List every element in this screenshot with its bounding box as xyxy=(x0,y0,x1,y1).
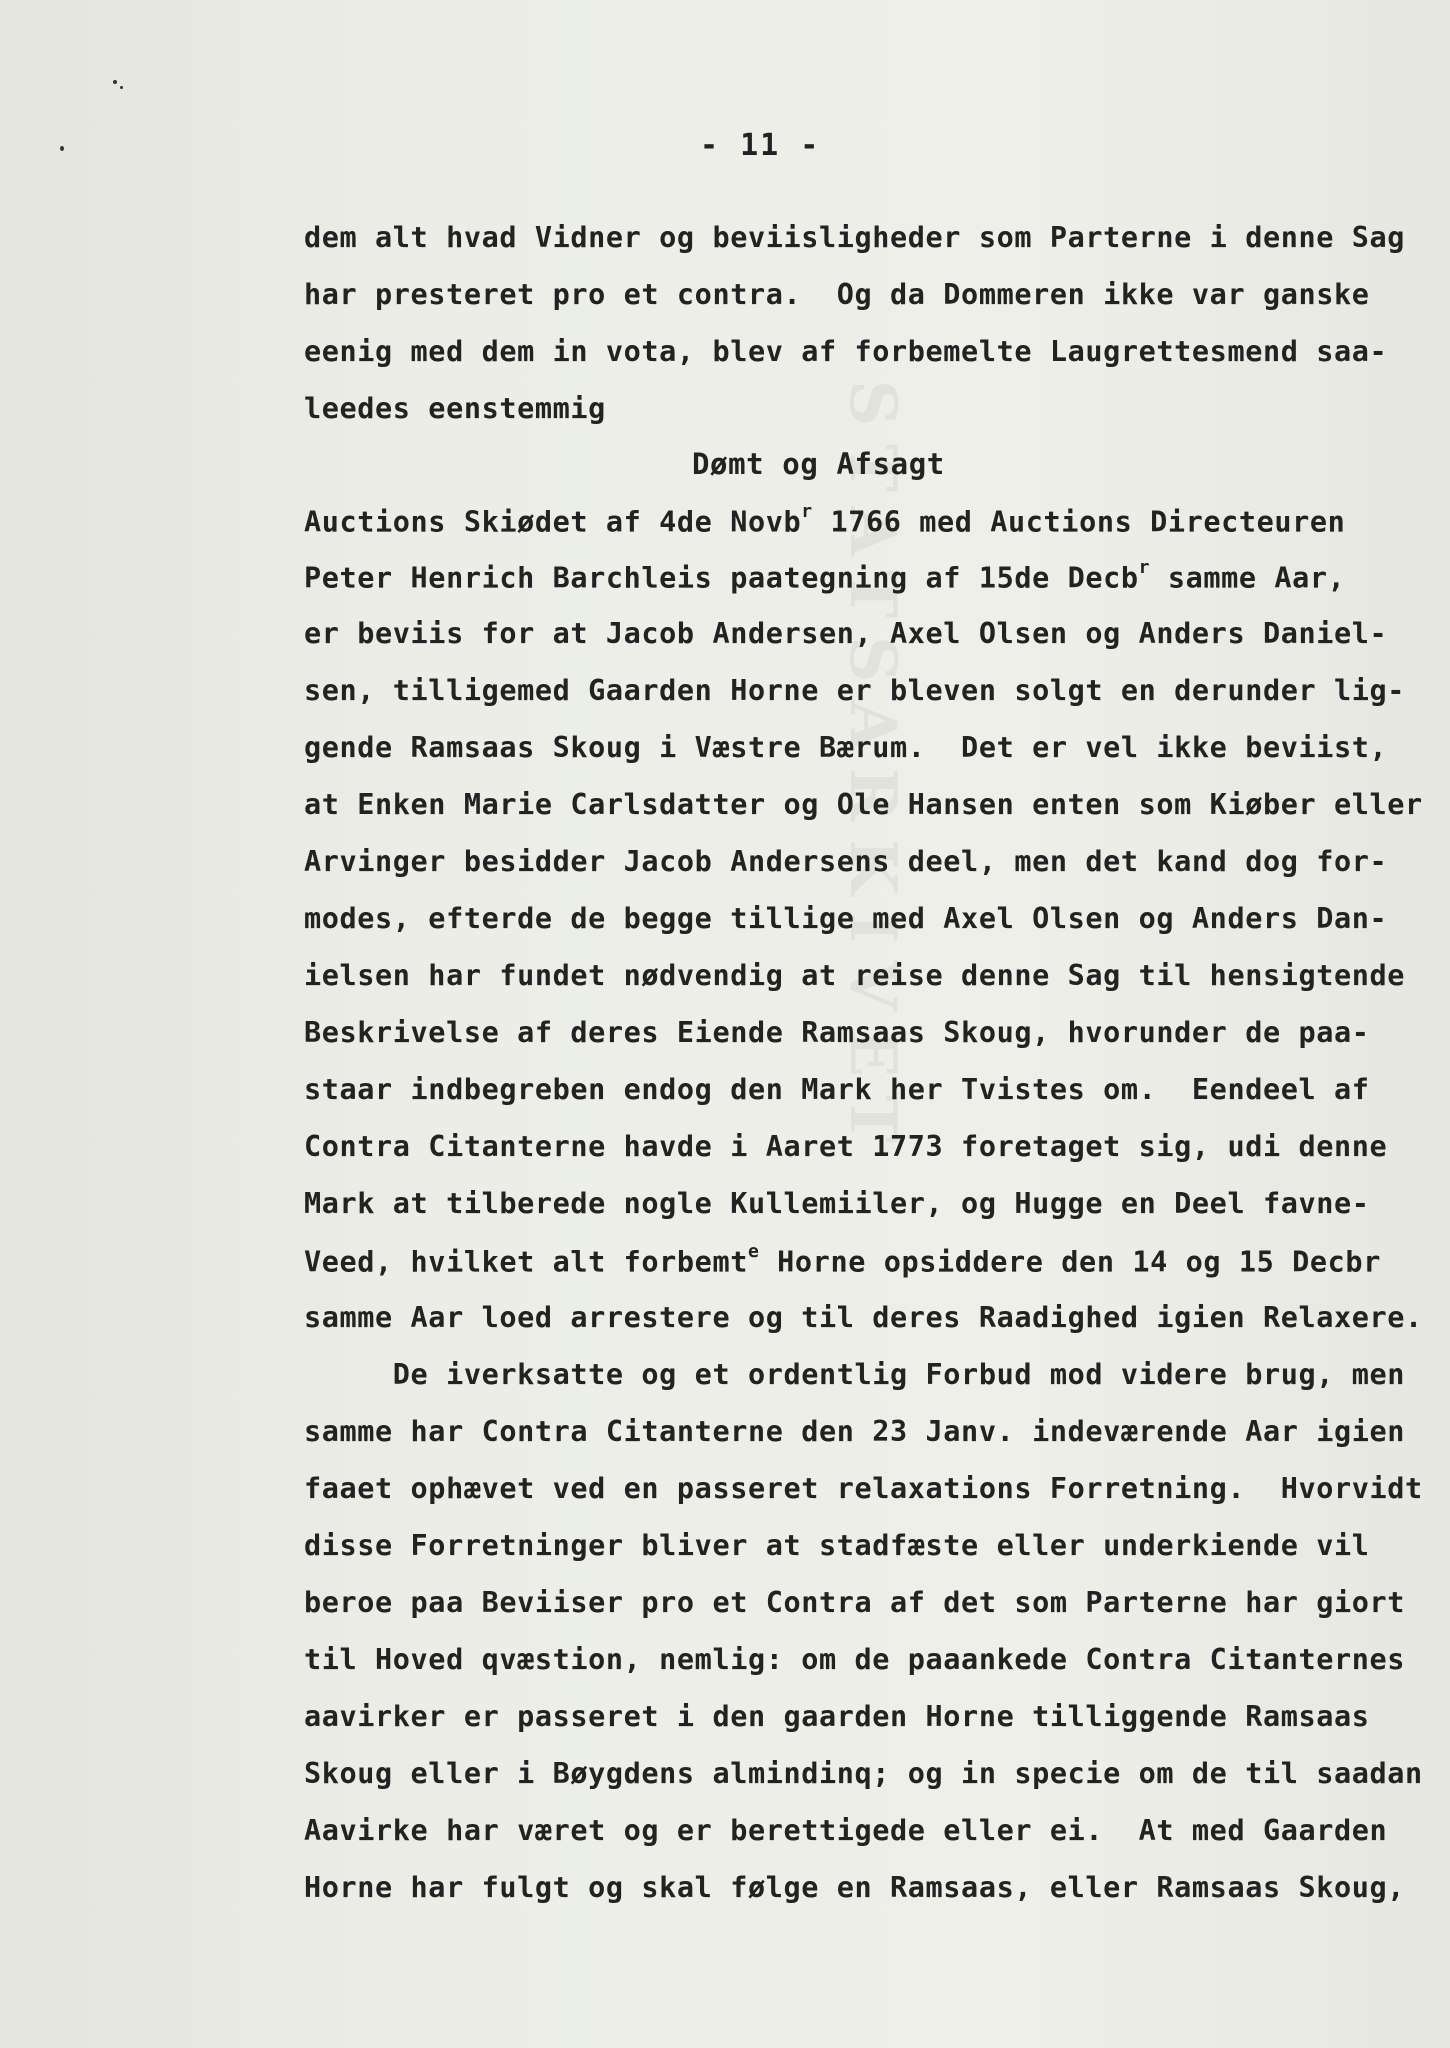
text-line: er beviis for at Jacob Andersen, Axel Olsen og Anders Daniel- xyxy=(304,617,1388,650)
text-line: eenig med dem in vota, blev af forbemelte Laugrettesmend saa- xyxy=(304,335,1388,368)
text-line: dem alt hvad Vidner og beviisligheder som Parterne i denne Sag xyxy=(304,221,1406,254)
page-number: - 11 - xyxy=(700,128,821,163)
section-heading: Dømt og Afsagt xyxy=(692,447,945,481)
text-line: Aavirke har været og er berettigede eller ei. At med Gaarden xyxy=(304,1814,1388,1847)
speck-mark xyxy=(120,86,123,89)
text-line: gende Ramsaas Skoug i Væstre Bærum. Det er vel ikke beviist, xyxy=(304,731,1388,764)
text-line: Skoug eller i Bøygdens almindinq; og in specie om de til saadan xyxy=(304,1757,1423,1790)
text-line: De iverksatte og et ordentlig Forbud mod videre brug, men xyxy=(304,1358,1406,1391)
text-line: samme Aar loed arrestere og til deres Raadighed igien Relaxere. xyxy=(304,1301,1423,1334)
text-line: modes, efterde de begge tillige med Axel Olsen og Anders Dan- xyxy=(304,902,1388,935)
text-line: har presteret pro et contra. Og da Dommeren ikke var ganske xyxy=(304,278,1370,311)
text-line: faaet ophævet ved en passeret relaxations Forretning. Hvorvidt xyxy=(304,1472,1423,1505)
text-line: sen, tilligemed Gaarden Horne er bleven solgt en derunder lig- xyxy=(304,674,1406,707)
text-line: ielsen har fundet nødvendig at reise denne Sag til hensigtende xyxy=(304,959,1406,992)
speck-mark xyxy=(113,80,117,84)
text-line: Mark at tilberede nogle Kullemiiler, og Hugge en Deel favne- xyxy=(304,1187,1370,1220)
text-line: samme har Contra Citanterne den 23 Janv. indeværende Aar igien xyxy=(304,1415,1406,1448)
text-line: at Enken Marie Carlsdatter og Ole Hansen enten som Kiøber eller xyxy=(304,788,1423,821)
text-line: Veed, hvilket alt forbemt$^e$ Horne opsiddere den 14 og 15 Decbr xyxy=(304,1241,1381,1279)
speck-mark xyxy=(60,146,64,151)
text-line: leedes eenstemmig xyxy=(304,392,606,425)
text-line: til Hoved qvæstion, nemlig: om de paaankede Contra Citanternes xyxy=(304,1643,1406,1676)
text-line: Arvinger besidder Jacob Andersens deel, men det kand dog for- xyxy=(304,845,1388,878)
text-line: staar indbegreben endog den Mark her Tvistes om. Eendeel af xyxy=(304,1073,1370,1106)
text-line: Peter Henrich Barchleis paategning af 15de Decb$^r$ samme Aar, xyxy=(304,557,1346,595)
text-line: Beskrivelse af deres Eiende Ramsaas Skoug, hvorunder de paa- xyxy=(304,1016,1370,1049)
text-line: Auctions Skiødet af 4de Novb$^r$ 1766 med Auctions Directeuren xyxy=(304,501,1346,539)
text-line: Horne har fulgt og skal følge en Ramsaas, eller Ramsaas Skoug, xyxy=(304,1871,1406,1904)
text-line: beroe paa Beviiser pro et Contra af det som Parterne har giort xyxy=(304,1586,1406,1619)
text-line: disse Forretninger bliver at stadfæste eller underkiende vil xyxy=(304,1529,1370,1562)
text-line: Contra Citanterne havde i Aaret 1773 foretaget sig, udi denne xyxy=(304,1130,1388,1163)
text-line: aavirker er passeret i den gaarden Horne tilliggende Ramsaas xyxy=(304,1700,1370,1733)
archive-stamp-watermark: STATSARKIVET xyxy=(835,380,910,1161)
